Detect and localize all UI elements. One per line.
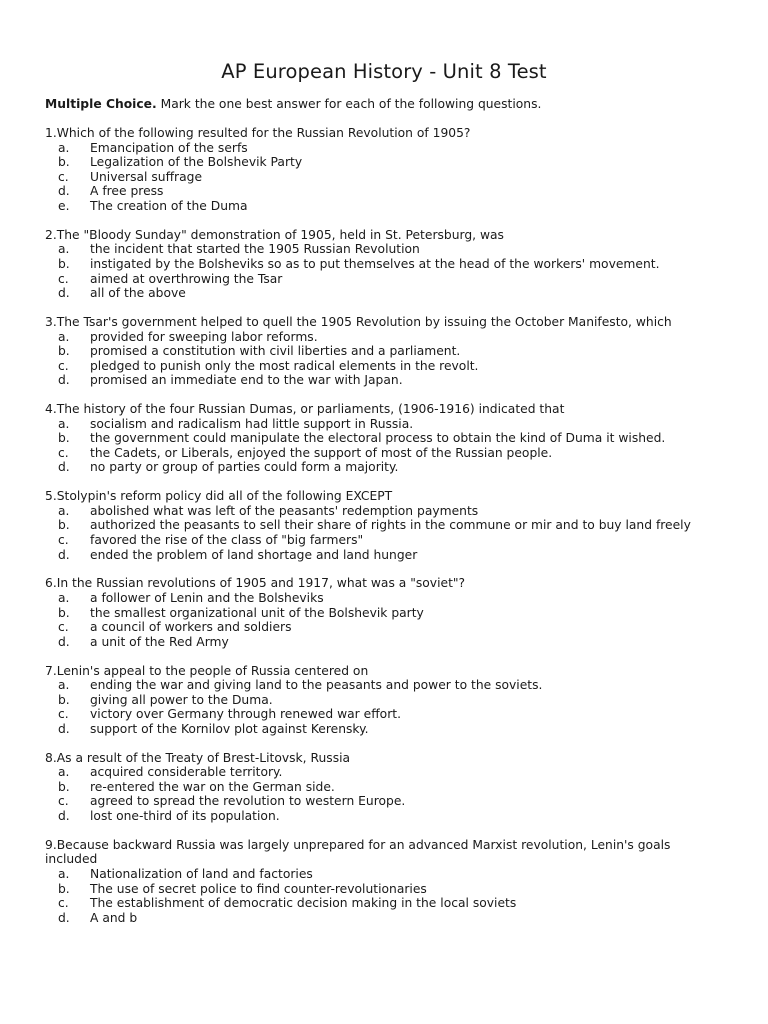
answer-option [45,678,745,693]
answer-option [45,417,745,432]
option-letter: d. [58,547,70,562]
answer-option [45,635,745,650]
option-letter: b. [58,155,70,170]
option-letter: a. [58,765,70,780]
answer-option [45,242,745,257]
question-1 [45,126,745,214]
option-text: no party or group of parties could form a majority. [90,460,399,475]
answer-option [45,330,745,345]
question-stem: 5.Stolypin's reform policy did all of the following EXCEPT [45,489,393,504]
option-letter: d. [58,286,70,301]
option-letter: b. [58,692,70,707]
answer-option [45,620,745,635]
instructions [45,96,541,112]
option-text: Nationalization of land and factories [90,867,313,882]
option-letter: d. [58,809,70,824]
option-text: the Cadets, or Liberals, enjoyed the support of most of the Russian people. [90,445,553,460]
option-text: a unit of the Red Army [90,634,229,649]
answer-option [45,184,745,199]
option-text: favored the rise of the class of "big farmers" [90,533,364,547]
option-letter: a. [58,678,70,693]
option-text: The creation of the Duma [90,198,248,213]
option-text: agreed to spread the revolution to western Europe. [90,794,406,809]
option-text: promised an immediate end to the war with Japan. [90,373,403,388]
question-stem: 2.The "Bloody Sunday" demonstration of 1905, held in St. Petersburg, was [45,227,504,242]
question-3 [45,315,745,388]
option-text: authorized the peasants to sell their share of rights in the commune or mir and to buy land freely [90,518,691,533]
option-letter: d. [58,373,70,388]
question-stem: 8.As a result of the Treaty of Brest-Litovsk, Russia [45,750,351,765]
option-text: Universal suffrage [90,169,203,184]
answer-option [45,359,745,374]
answer-option [45,896,745,911]
option-letter: d. [58,460,70,475]
option-text: Emancipation of the serfs [90,140,248,155]
option-letter: c. [58,533,69,547]
option-letter: c. [58,169,69,184]
option-text: promised a constitution with civil liberties and a parliament. [90,344,461,359]
option-letter: c. [58,445,69,460]
page-title: AP European History - Unit 8 Test [221,60,547,83]
option-letter: b. [58,518,70,533]
option-letter: c. [58,707,69,722]
option-letter: a. [58,242,70,257]
option-letter: a. [58,590,70,605]
answer-option [45,446,745,461]
question-list [45,126,745,940]
option-text: aimed at overthrowing the Tsar [90,271,283,286]
instructions-text: Mark the one best answer for each of the following questions. [156,97,542,111]
option-text: lost one-third of its population. [90,809,280,824]
answer-option [45,199,745,214]
option-letter: d. [58,634,70,649]
option-letter: c. [58,271,69,286]
question-2 [45,228,745,301]
answer-option [45,606,745,621]
answer-option [45,373,745,388]
option-text: pledged to punish only the most radical elements in the revolt. [90,358,479,373]
option-letter: b. [58,779,70,794]
option-letter: a. [58,416,70,431]
option-text: ending the war and giving land to the peasants and power to the soviets. [90,678,543,693]
option-text: a follower of Lenin and the Bolsheviks [90,590,324,605]
option-letter: d. [58,184,70,199]
option-text: acquired considerable territory. [90,765,283,780]
answer-option [45,431,745,446]
answer-option [45,882,745,897]
question-stem: 7.Lenin's appeal to the people of Russia centered on [45,663,369,678]
option-letter: a. [58,867,70,882]
option-text: support of the Kornilov plot against Kerensky. [90,721,369,736]
option-text: provided for sweeping labor reforms. [90,329,318,344]
option-letter: b. [58,344,70,359]
option-text: The establishment of democratic decision making in the local soviets [90,896,517,911]
answer-option [45,867,745,882]
answer-option [45,533,745,548]
option-text: socialism and radicalism had little support in Russia. [90,416,414,431]
option-text: victory over Germany through renewed war effort. [90,707,401,722]
option-letter: a. [58,329,70,344]
question-7 [45,664,745,737]
question-stem: 9.Because backward Russia was largely unprepared for an advanced Marxist revolution, Lenin's goals included [45,837,671,867]
option-text: a council of workers and soldiers [90,620,292,635]
answer-option [45,504,745,519]
question-9 [45,838,745,926]
option-text: giving all power to the Duma. [90,692,273,707]
answer-option [45,591,745,606]
answer-option [45,722,745,737]
answer-option [45,518,745,533]
option-text: A free press [90,184,164,199]
option-text: Legalization of the Bolshevik Party [90,155,303,170]
option-letter: b. [58,431,70,446]
option-text: the smallest organizational unit of the Bolshevik party [90,605,424,620]
option-text: the incident that started the 1905 Russian Revolution [90,242,420,257]
instructions-label: Multiple Choice. [45,97,157,111]
option-letter: b. [58,881,70,896]
option-letter: a. [58,140,70,155]
answer-option [45,693,745,708]
option-text: ended the problem of land shortage and land hunger [90,547,418,562]
answer-option [45,911,745,926]
option-letter: c. [58,794,69,809]
option-text: the government could manipulate the electoral process to obtain the kind of Duma it wished. [90,431,666,446]
option-text: abolished what was left of the peasants' redemption payments [90,503,479,518]
option-letter: c. [58,358,69,373]
answer-option [45,344,745,359]
option-text: The use of secret police to find counter-revolutionaries [90,881,427,896]
answer-option [45,272,745,287]
answer-option [45,765,745,780]
question-5 [45,489,745,562]
answer-option [45,707,745,722]
option-letter: a. [58,503,70,518]
answer-option [45,257,745,272]
question-8 [45,751,745,824]
option-letter: c. [58,620,69,635]
question-stem: 4.The history of the four Russian Dumas, or parliaments, (1906-1916) indicated that [45,402,565,417]
question-stem: 1.Which of the following resulted for the Russian Revolution of 1905? [45,126,471,140]
option-letter: c. [58,896,69,911]
option-letter: d. [58,910,70,925]
answer-option [45,170,745,185]
answer-option [45,809,745,824]
question-stem: 3.The Tsar's government helped to quell the 1905 Revolution by issuing the October Manifesto, which [45,314,672,329]
answer-option [45,548,745,563]
question-6 [45,576,745,649]
answer-option [45,780,745,795]
option-letter: b. [58,256,70,271]
answer-option [45,794,745,809]
option-text: all of the above [90,286,186,301]
question-4 [45,402,745,475]
option-letter: d. [58,721,70,736]
answer-option [45,141,745,156]
option-text: A and b [90,910,138,925]
option-letter: e. [58,198,70,213]
option-text: instigated by the Bolsheviks so as to put themselves at the head of the workers' movement. [90,256,660,271]
answer-option [45,286,745,301]
answer-option [45,460,745,475]
answer-option [45,155,745,170]
option-letter: b. [58,605,70,620]
option-text: re-entered the war on the German side. [90,779,335,794]
question-stem: 6.In the Russian revolutions of 1905 and 1917, what was a "soviet"? [45,576,466,591]
